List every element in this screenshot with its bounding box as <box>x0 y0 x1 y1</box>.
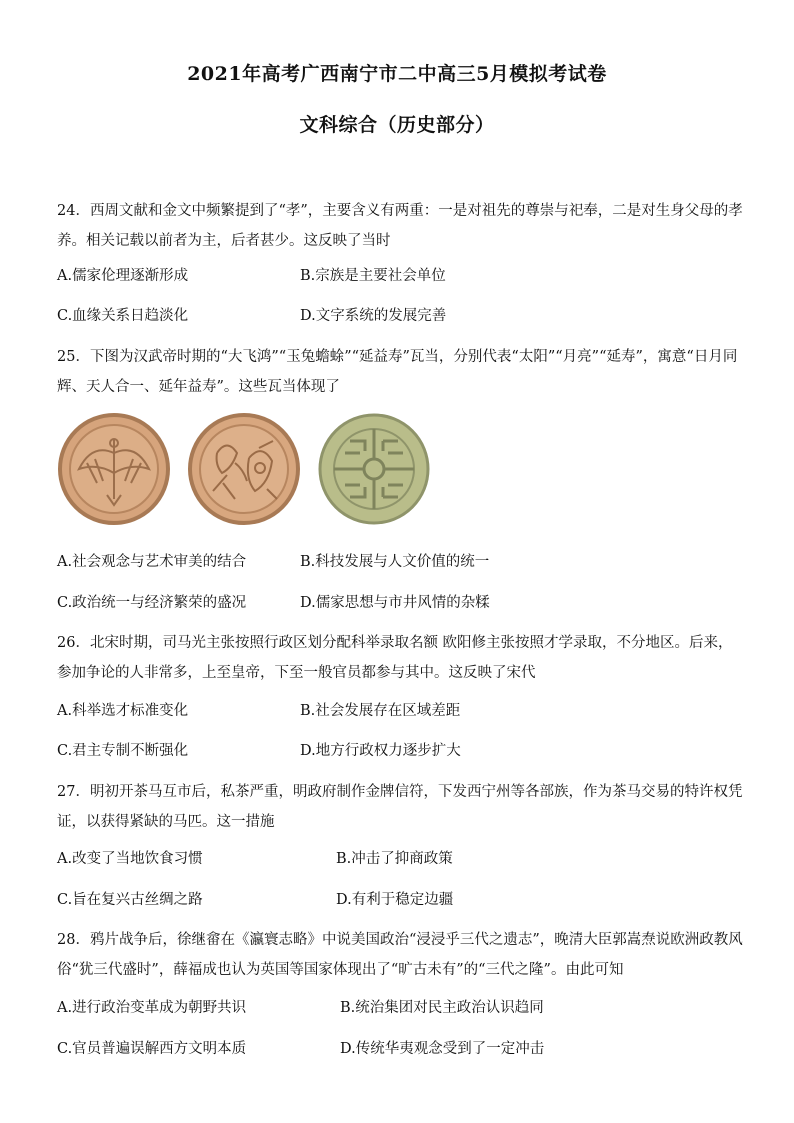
question-25-option-c: C.政治统一与经济繁荣的盛况 <box>57 595 247 611</box>
question-24-option-d: D.文字系统的发展完善 <box>300 308 447 324</box>
tile-bird-image <box>57 413 173 525</box>
question-25-option-d: D.儒家思想与市井风情的杂糅 <box>300 595 490 611</box>
question-26-stem: 26．北宋时期，司马光主张按照行政区划分配科举录取名额 欧阳修主张按照才学录取，不分地区。后来，参加争论的人非常多，上至皇帝，下至一般官员都参与其中。这反映了宋代 <box>57 635 733 681</box>
question-27-option-c: C.旨在复兴古丝绸之路 <box>57 892 203 908</box>
tile-figure <box>57 413 437 525</box>
question-25-stem: 25．下图为汉武帝时期的“大飞鸿”“玉兔蟾蜍”“延益寿”瓦当，分别代表“太阳”“月亮”“延寿”，寓意“日月同辉、天人合一、延年益寿”。这些瓦当体现了 <box>57 349 738 395</box>
question-26-option-b: B.社会发展存在区域差距 <box>300 703 461 719</box>
question-27-stem: 27．明初开茶马互市后，私茶严重，明政府制作金牌信符，下发西宁州等各部族，作为茶马交易的特许权凭证，以获得紧缺的马匹。这一措施 <box>57 784 743 830</box>
question-24-option-c: C.血缘关系日趋淡化 <box>57 308 189 324</box>
question-28-option-b: B.统治集团对民主政治认识趋同 <box>340 1000 544 1016</box>
question-24-option-a: A.儒家伦理逐渐形成 <box>57 268 189 284</box>
page-subtitle: 文科综合（历史部分） <box>299 114 495 136</box>
question-28-stem: 28．鸦片战争后，徐继畲在《瀛寰志略》中说美国政治“浸浸乎三代之遗志”，晚清大臣郭嵩焘说欧洲政教风俗“犹三代盛时”，薛福成也认为英国等国家体现出了“旷古未有”的“三代之隆”。由此可知 <box>57 932 743 978</box>
question-26-option-c: C.君主专制不断强化 <box>57 743 189 759</box>
question-28-option-c: C.官员普遍误解西方文明本质 <box>57 1041 247 1057</box>
question-24-option-b: B.宗族是主要社会单位 <box>300 268 446 284</box>
question-25-option-b: B.科技发展与人文价值的统一 <box>300 554 490 570</box>
question-28-option-d: D.传统华夷观念受到了一定冲击 <box>340 1041 545 1057</box>
question-26-option-d: D.地方行政权力逐步扩大 <box>300 743 461 759</box>
question-24-stem: 24．西周文献和金文中频繁提到了“孝”，主要含义有两重：一是对祖先的尊崇与祀奉，二是对生身父母的孝养。相关记载以前者为主，后者甚少。这反映了当时 <box>57 203 743 249</box>
question-26-option-a: A.科举选才标准变化 <box>57 703 189 719</box>
tile-rabbit-toad-image <box>187 413 303 525</box>
tile-longevity-image <box>315 413 433 525</box>
question-25-option-a: A.社会观念与艺术审美的结合 <box>57 554 247 570</box>
question-27-option-a: A.改变了当地饮食习惯 <box>57 851 203 867</box>
question-27-option-b: B.冲击了抑商政策 <box>336 851 453 867</box>
question-27-option-d: D.有利于稳定边疆 <box>336 892 454 908</box>
page-title: 2021年高考广西南宁市二中高三5月模拟考试卷 <box>187 63 607 85</box>
question-28-option-a: A.进行政治变革成为朝野共识 <box>57 1000 247 1016</box>
